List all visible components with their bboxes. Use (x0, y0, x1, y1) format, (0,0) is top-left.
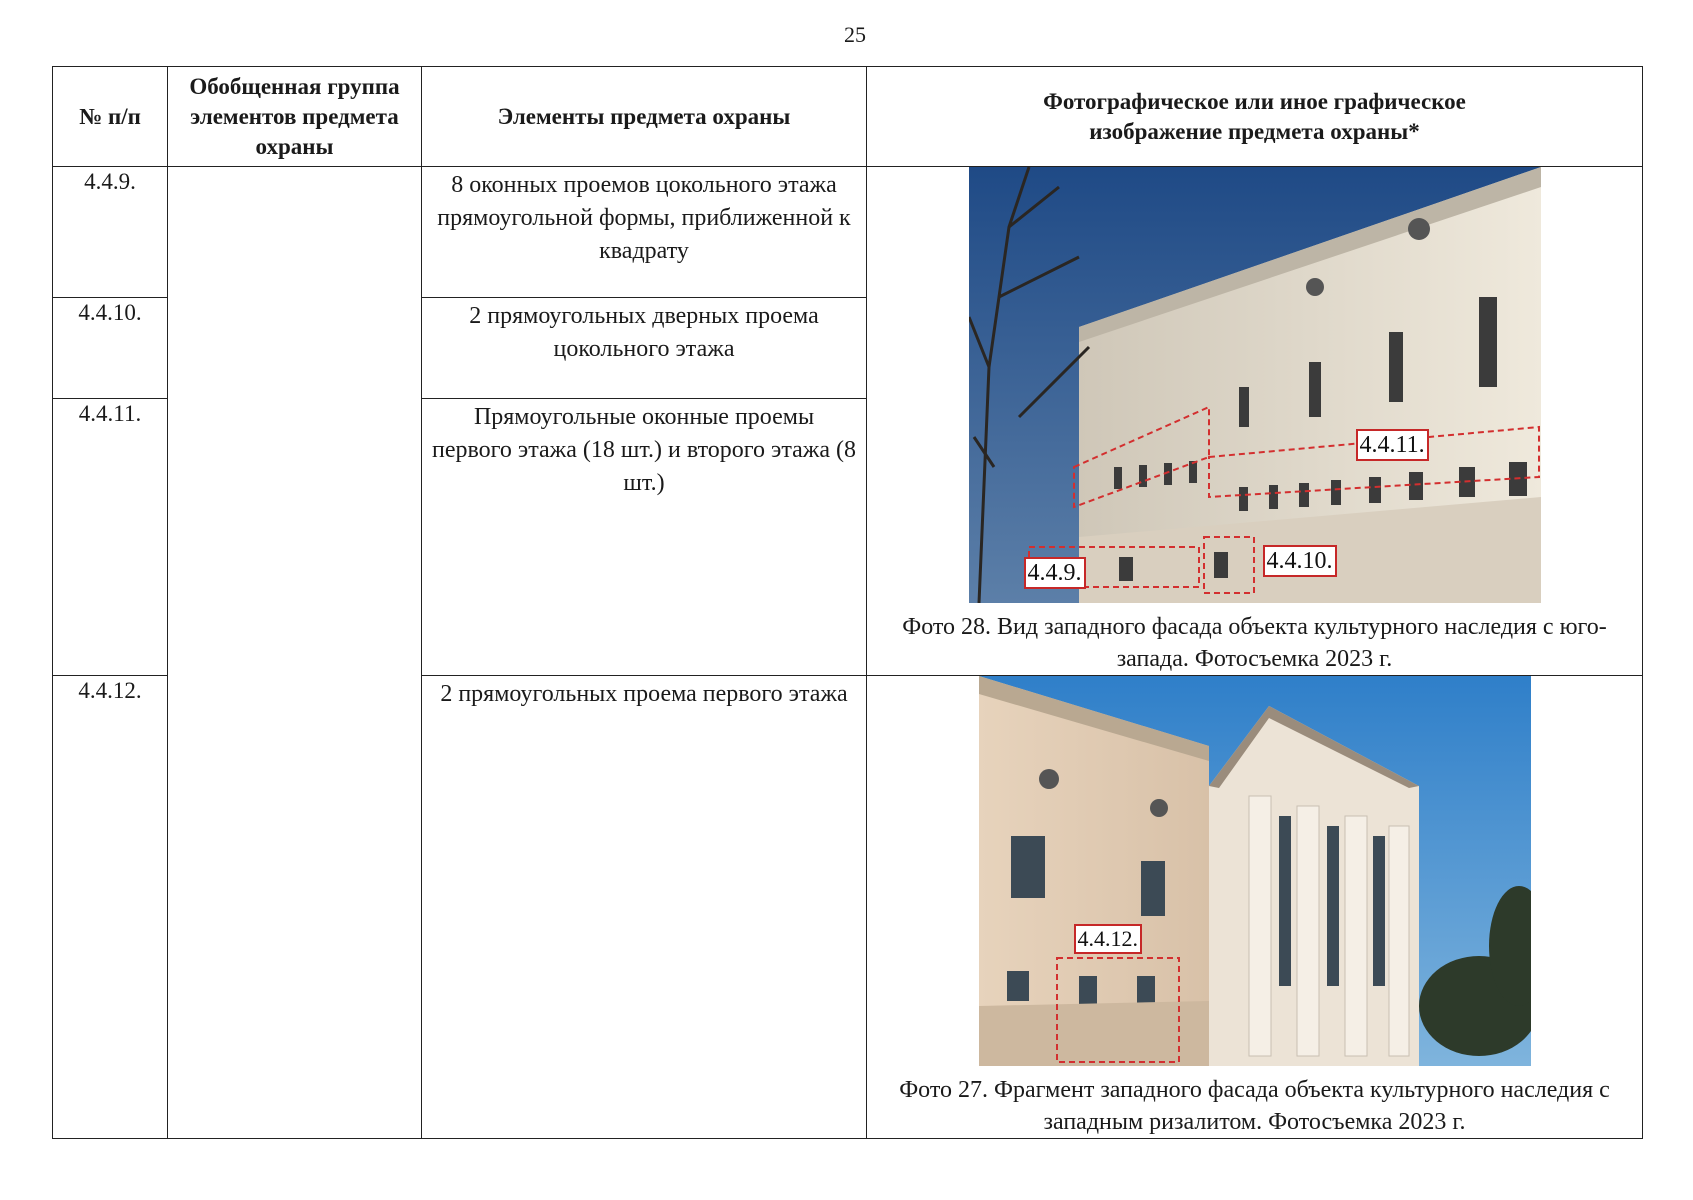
header-elements: Элементы предмета охраны (422, 67, 867, 167)
photo-label: 4.4.9. (1024, 557, 1086, 589)
photo-label: 4.4.10. (1263, 545, 1337, 577)
page-number: 25 (844, 22, 866, 47)
photo-cell-27 (867, 676, 1643, 1139)
row-number: 4.4.11. (53, 398, 168, 675)
row-element-text: Прямоугольные оконные проемы первого этажа (18 шт.) и второго этажа (8 шт.) (422, 398, 867, 675)
facade-photo-27 (979, 676, 1531, 1066)
group-cell (168, 167, 422, 1139)
header-group: Обобщенная группа элементов предмета охраны (168, 67, 422, 167)
header-image: Фотографическое или иное графическое изображение предмета охраны* (867, 67, 1643, 167)
header-row (53, 67, 1643, 167)
photo-cell-28 (867, 167, 1643, 676)
photo-28 (969, 167, 1541, 603)
row-element-text: 2 прямоугольных дверных проема цокольного этажа (422, 298, 867, 399)
photo-label: 4.4.12. (1074, 924, 1143, 954)
photo-caption: Фото 28. Вид западного фасада объекта культурного наследия с юго-запада. Фотосъемка 2023 г. (902, 614, 1607, 672)
protection-table (52, 66, 1643, 1139)
row-number: 4.4.12. (53, 676, 168, 1139)
photo-caption: Фото 27. Фрагмент западного фасада объекта культурного наследия с западным ризалитом. Фотосъемка 2023 г. (899, 1077, 1610, 1135)
photo-label: 4.4.11. (1356, 429, 1429, 461)
row-element-text: 8 оконных проемов цокольного этажа прямоугольной формы, приближенной к квадрату (422, 167, 867, 298)
header-num: № п/п (53, 67, 168, 167)
row-number: 4.4.10. (53, 298, 168, 399)
row-number: 4.4.9. (53, 167, 168, 298)
table-row (53, 167, 1643, 298)
facade-photo-28 (969, 167, 1541, 603)
row-element-text: 2 прямоугольных проема первого этажа (422, 676, 867, 1139)
photo-27 (979, 676, 1531, 1066)
